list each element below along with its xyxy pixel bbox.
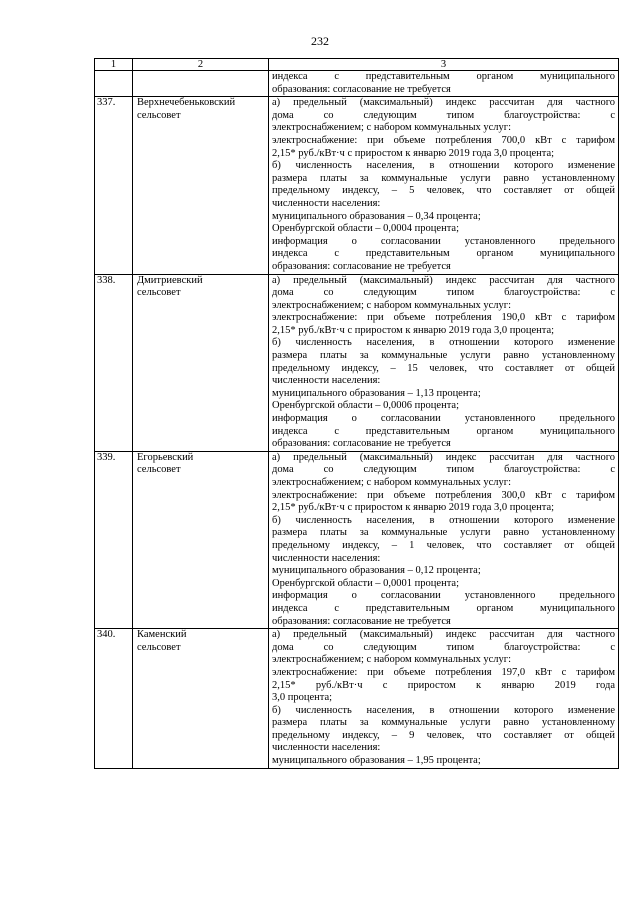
- text-line: дома со следующим типом благоустройства: с: [272, 464, 615, 476]
- text-line: 3,0 процента;: [272, 692, 333, 704]
- row-number: 339.: [95, 451, 133, 628]
- text-line: информация о согласовании установленного предельного: [272, 413, 615, 425]
- index-description: [269, 97, 619, 274]
- settlement-name: [133, 629, 269, 769]
- text-line: электроснабжением; с набором коммунальных услуг:: [272, 477, 511, 488]
- text-line: предельному индексу, – 15 человек, что составляет от общей: [272, 362, 615, 374]
- text-line: размера платы за коммунальные услуги равно установленному: [272, 172, 615, 184]
- text-line: Оренбургской области – 0,0006 процента;: [272, 400, 459, 412]
- settlement-name-line: сельсовет: [137, 109, 181, 121]
- index-description: [269, 274, 619, 451]
- continuation-text-cell: [269, 71, 619, 97]
- text-line: образования: согласование не требуется: [272, 438, 451, 450]
- text-line: электроснабжением; с набором коммунальных услуг:: [272, 122, 511, 134]
- settlement-name-line: сельсовет: [137, 641, 181, 653]
- text-line: электроснабжением; с набором коммунальных услуг:: [272, 299, 511, 311]
- text-line: 2,15* руб./кВт·ч с приростом к январю 2019 года: [272, 679, 615, 691]
- text-line: предельному индексу, – 9 человек, что составляет от общей: [272, 729, 615, 741]
- text-line: предельному индексу, – 1 человек, что составляет от общей: [272, 539, 615, 551]
- settlement-name: [133, 451, 269, 628]
- text-line: электроснабжением; с набором коммунальных услуг:: [272, 654, 511, 666]
- index-description: [269, 451, 619, 628]
- text-line: а) предельный (максимальный) индекс рассчитан для частного: [272, 629, 615, 641]
- text-line: индекса с представительным органом муниципального: [272, 71, 615, 82]
- settlement-name-line: Верхнечебеньковский: [137, 97, 236, 109]
- settlement-name-line: Дмитриевский: [137, 274, 203, 286]
- text-line: предельному индексу, – 5 человек, что составляет от общей: [272, 185, 615, 197]
- text-line: информация о согласовании установленного предельного: [272, 235, 615, 247]
- row-number: 340.: [95, 629, 133, 769]
- text-line: образования: согласование не требуется: [272, 83, 451, 95]
- text-line: образования: согласование не требуется: [272, 260, 451, 272]
- text-line: электроснабжение: при объеме потребления 197,0 кВт с тарифом: [272, 666, 615, 678]
- row-number: 338.: [95, 274, 133, 451]
- settlement-name: [133, 97, 269, 274]
- text-line: а) предельный (максимальный) индекс рассчитан для частного: [272, 274, 615, 286]
- text-line: дома со следующим типом благоустройства: с: [272, 287, 615, 299]
- settlement-name-line: сельсовет: [137, 464, 181, 476]
- text-line: размера платы за коммунальные услуги равно установленному: [272, 717, 615, 729]
- index-description: [269, 629, 619, 769]
- text-line: муниципального образования – 1,95 процента;: [272, 755, 481, 767]
- continuation-row: [95, 71, 619, 97]
- header-row: [95, 59, 619, 71]
- page-number: 232: [311, 34, 329, 48]
- text-line: индекса с представительным органом муниципального: [272, 425, 615, 437]
- settlement-name-line: сельсовет: [137, 287, 181, 299]
- text-line: а) предельный (максимальный) индекс рассчитан для частного: [272, 451, 615, 463]
- text-line: электроснабжение: при объеме потребления 700,0 кВт с тарифом: [272, 134, 615, 146]
- text-line: численности населения:: [272, 552, 381, 564]
- text-line: Оренбургской области – 0,0004 процента;: [272, 223, 459, 235]
- text-line: размера платы за коммунальные услуги равно установленному: [272, 350, 615, 362]
- settlement-name-line: Каменский: [137, 629, 187, 641]
- text-line: дома со следующим типом благоустройства: с: [272, 641, 615, 653]
- text-line: индекса с представительным органом муниципального: [272, 248, 615, 260]
- table-row: [95, 629, 619, 769]
- text-line: б) численность населения, в отношении которого изменение: [272, 337, 615, 349]
- text-line: муниципального образования – 0,34 процента;: [272, 210, 481, 222]
- text-line: 2,15* руб./кВт·ч с приростом к январю 2019 года 3,0 процента;: [272, 502, 555, 514]
- text-line: дома со следующим типом благоустройства: с: [272, 109, 615, 121]
- text-line: размера платы за коммунальные услуги равно установленному: [272, 527, 615, 539]
- text-line: численности населения:: [272, 742, 381, 754]
- text-line: муниципального образования – 0,12 процента;: [272, 565, 481, 577]
- text-line: а) предельный (максимальный) индекс рассчитан для частного: [272, 97, 615, 109]
- text-line: электроснабжение: при объеме потребления 190,0 кВт с тарифом: [272, 312, 615, 324]
- settlement-name-line: Егорьевский: [137, 451, 194, 463]
- table-row: [95, 451, 619, 628]
- text-line: образования: согласование не требуется: [272, 615, 451, 627]
- column-header-3: 3: [269, 59, 619, 71]
- text-line: б) численность населения, в отношении которого изменение: [272, 514, 615, 526]
- row-number: 337.: [95, 97, 133, 274]
- text-line: муниципального образования – 1,13 процента;: [272, 387, 481, 399]
- text-line: 2,15* руб./кВт·ч с приростом к январю 2019 года 3,0 процента;: [272, 324, 555, 336]
- table-row: [95, 274, 619, 451]
- text-line: 2,15* руб./кВт·ч с приростом к январю 2019 года 3,0 процента;: [272, 147, 555, 159]
- text-line: электроснабжение: при объеме потребления 300,0 кВт с тарифом: [272, 489, 615, 501]
- text-line: информация о согласовании установленного предельного: [272, 590, 615, 602]
- text-line: численности населения:: [272, 197, 381, 209]
- continuation-name-cell: [133, 71, 269, 97]
- text-line: б) численность населения, в отношении которого изменение: [272, 704, 615, 716]
- column-header-2: 2: [133, 59, 269, 71]
- text-line: индекса с представительным органом муниципального: [272, 602, 615, 614]
- continuation-num-cell: [95, 71, 133, 97]
- column-header-1: 1: [95, 59, 133, 71]
- table-row: [95, 97, 619, 274]
- text-line: б) численность населения, в отношении которого изменение: [272, 160, 615, 172]
- text-line: численности населения:: [272, 375, 381, 387]
- index-table: [94, 58, 619, 769]
- text-line: Оренбургской области – 0,0001 процента;: [272, 577, 459, 589]
- settlement-name: [133, 274, 269, 451]
